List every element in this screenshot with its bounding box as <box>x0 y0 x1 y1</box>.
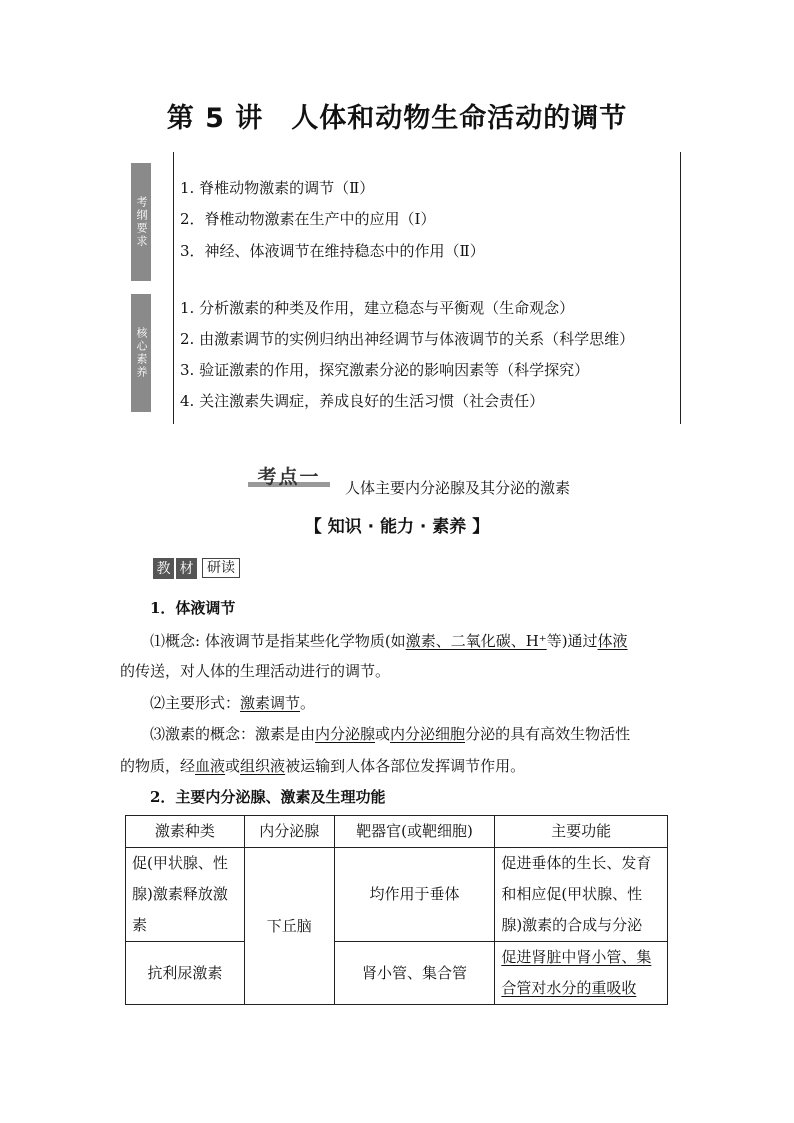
kaodian-badge <box>248 462 330 488</box>
jiaocai-rest: 研读 <box>202 558 240 578</box>
hexin-item: 3. 验证激素的作用，探究激素分泌的影响因素等（科学探究） <box>180 361 590 379</box>
page-title: 第 5 讲 人体和动物生命活动的调节 <box>166 103 628 134</box>
kaogang-item: 2．脊椎动物激素在生产中的应用（Ⅰ） <box>180 210 436 228</box>
kaogang-item: 3．神经、体液调节在维持稳态中的作用（Ⅱ） <box>180 242 485 260</box>
s1-p3-line1: ⑶激素的概念：激素是由内分泌腺或内分泌细胞分泌的具有高效生物活性 <box>150 725 631 743</box>
kaogang-item: 1. 脊椎动物激素的调节（Ⅱ） <box>180 179 375 197</box>
requirements-left-border <box>173 152 174 424</box>
table-header-row <box>126 816 668 848</box>
s1-p1-line2: 的传送，对人体的生理活动进行的调节。 <box>120 662 391 680</box>
hexin-tab <box>131 294 151 412</box>
table-cell-hormone: 抗利尿激素 <box>126 942 245 1005</box>
s1-p1-line1: ⑴概念: 体液调节是指某些化学物质(如激素、二氧化碳、H⁺等)通过体液 <box>150 632 628 650</box>
s1-p3-u2: 内分泌细胞 <box>390 725 466 743</box>
table-row <box>126 848 668 942</box>
hexin-item: 1. 分析激素的种类及作用，建立稳态与平衡观（生命观念） <box>180 299 575 317</box>
s1-p3-u1: 内分泌腺 <box>315 725 376 743</box>
kaogang-tab <box>131 163 151 281</box>
hexin-item: 2. 由激素调节的实例归纳出神经调节与体液调节的关系（科学思维） <box>180 330 635 348</box>
s1-p3-line2: 的物质，经血液或组织液被运输到人体各部位发挥调节作用。 <box>120 757 526 775</box>
table-cell-target: 均作用于垂体 <box>334 848 495 942</box>
kaodian-topic: 人体主要内分泌腺及其分泌的激素 <box>345 479 571 497</box>
s1-p3-u4: 组织液 <box>240 757 286 775</box>
table-cell-target: 肾小管、集合管 <box>334 942 495 1005</box>
table-cell-function: 促进垂体的生长、发育 和相应促(甲状腺、性 腺)激素的合成与分泌 <box>495 848 668 942</box>
jiaocai-char-1: 教 <box>153 558 174 579</box>
table-header-cell: 靶器官(或靶细胞) <box>334 816 495 848</box>
table-row <box>126 942 668 1005</box>
table-cell-hormone: 促(甲状腺、性 腺)激素释放激 素 <box>126 848 245 942</box>
kaodian-label: 考点一 <box>257 466 321 488</box>
table-header-cell: 主要功能 <box>495 816 668 848</box>
hexin-item: 4. 关注激素失调症，养成良好的生活习惯（社会责任） <box>180 392 545 410</box>
table-header-cell: 激素种类 <box>126 816 245 848</box>
s1-p3-u3: 血液 <box>195 757 226 775</box>
kaogang-tab-label: 考纲要求 <box>135 196 148 248</box>
table-cell-function: 促进肾脏中肾小管、集 合管对水分的重吸收 <box>495 942 668 1005</box>
s1-heading: 1．体液调节 <box>150 599 236 617</box>
section-heading: 【 知识 · 能力 · 素养 】 <box>304 517 490 537</box>
requirements-right-border <box>680 152 681 424</box>
s1-p1-u1: 激素、二氧化碳、H⁺ <box>405 632 547 650</box>
table-cell-gland: 下丘脑 <box>244 848 334 1005</box>
table-header-cell: 内分泌腺 <box>244 816 334 848</box>
s1-p1-u2: 体液 <box>597 632 628 650</box>
jiaocai-badge <box>153 557 240 579</box>
jiaocai-char-2: 材 <box>176 558 197 579</box>
s1-p2-u: 激素调节 <box>240 694 301 712</box>
s1-p2: ⑵主要形式：激素调节。 <box>150 694 316 712</box>
hormone-table <box>125 815 668 1005</box>
s2-heading: 2．主要内分泌腺、激素及生理功能 <box>150 788 386 806</box>
hexin-tab-label: 核心素养 <box>135 327 148 379</box>
